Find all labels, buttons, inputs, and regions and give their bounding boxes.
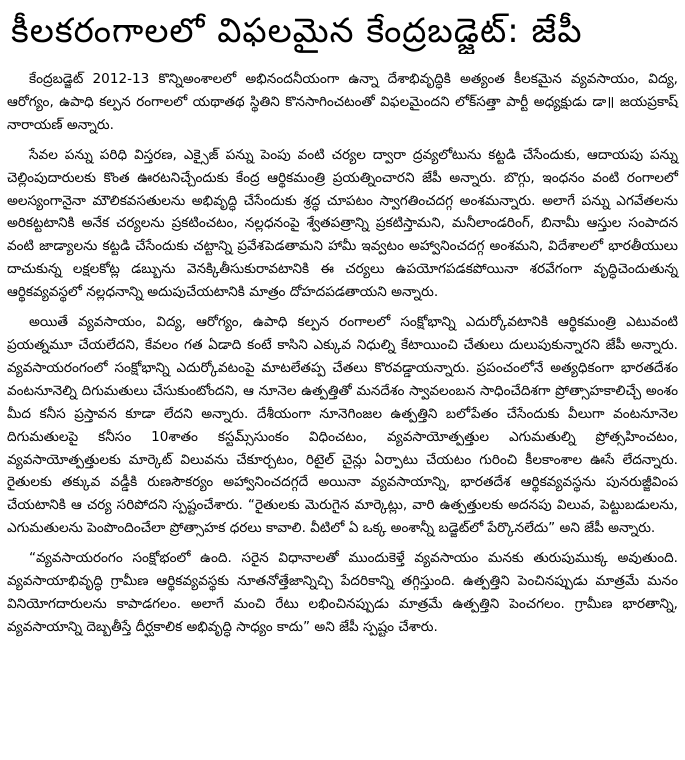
article-paragraph-4: “వ్యవసాయరంగం సంక్షోభంలో ఉంది. సరైన విధానాలతో ముందుకెళ్తే వ్యవసాయం మనకు తురుపుముక్క అవుతుంది. వ్యవసాయాభివృద్ధి గ్రామీణ ఆర్థికవ్యవస్థకు నూతనోత్తేజాన్నిచ్చి పేదరికాన్ని తగ్గిస్తుంది. ఉత్పత్తిని పెంచినప్పుడు మాత్రమే మనం వినియోగదారులను కాపాడగలం. అలాగే మంచి రేటు లభించినప్పుడు మాత్రమే ఉత్పత్తిని పెంచగలం. గ్రామీణ భారతాన్ని, వ్యవసాయాన్ని దెబ్బతీస్తే దీర్ఘకాలిక అభివృద్ధి సాధ్యం కాదు” అని జేపీ స్పష్టం చేశారు. <box>7 550 678 635</box>
article-paragraph-1: కేంద్రబడ్జెట్‌ 2012-13 కొన్నిఅంశాలలో అభినందనీయంగా ఉన్నా దేశాభివృద్ధికి అత్యంత కీలకమైన వ్యవసాయం, విద్య, ఆరోగ్యం, ఉపాధి కల్పన రంగాలలో యథాతథ స్థితిని కొనసాగించటంతో విఫలమైందని లోక్‌సత్తా పార్టీ అధ్యక్షుడు డా॥ జయప్రకాష్‌ నారాయణ్‌ అన్నారు. <box>7 71 678 133</box>
article-paragraph-2: సేవల పన్ను పరిధి విస్తరణ, ఎక్సైజ్‌ పన్ను పెంపు వంటి చర్యల ద్వారా ద్రవ్యలోటును కట్టడి చేసేందుకు, ఆదాయపు పన్ను చెల్లింపుదారులకు కొంత ఊరటనిచ్చేందుకు కేంద్ర ఆర్థికమంత్రి ప్రయత్నించారని జేపీ అన్నారు. బొగ్గు, ఇంధనం వంటి రంగాలలో అలస్యంగానైనా మౌలికవసతులను అభివృద్ధి చేసేందుకు శ్రద్ధ చూపటం స్వాగతించదగ్గ అంశమన్నారు. అలాగే పన్ను ఎగవేతలను అరికట్టటానికి అనేక చర్యలను ప్రకటించటం, నల్లధనంపై శ్వేతపత్రాన్ని ప్రకటిస్తామని, మనీలాండరింగ్‌, బినామీ ఆస్తుల సంపాదన వంటి జాడ్యాలను కట్టడి చేసేందుకు చట్టాన్ని ప్రవేశపెడతామని హామీ ఇవ్వటం అహ్వానించదగ్గ అంశమని, విదేశాలలో భారతీయులు దాచుకున్న లక్షలకోట్ల డబ్బును వెనక్కితీసుకురావటానికి ఈ చర్యలు ఉపయోగపడకపోయినా శరవేగంగా వృద్ధిచెందుతున్న ఆర్థికవ్యవస్థలో నల్లధనాన్ని అదుపుచేయటానికి మాత్రం దోహదపడతాయని అన్నారు. <box>7 146 678 301</box>
article-body <box>7 68 678 639</box>
article-headline: కీలకరంగాలలో విఫలమైన కేంద్రబడ్జెట్‌: జేపీ <box>11 11 583 51</box>
news-clipping <box>0 8 685 760</box>
article-paragraph-3: అయితే వ్యవసాయం, విద్య, ఆరోగ్యం, ఉపాధి కల్పన రంగాలలో సంక్షోభాన్ని ఎదుర్కోవటానికి ఆర్థికమంత్రి ఎటువంటి ప్రయత్నమూ చేయలేదని, కేవలం గత ఏడాది కంటే కాసిని ఎక్కువ నిధుల్ని కేటాయించి చేతులు దులుపుకున్నారని జేపీ అన్నారు. వ్యవసాయరంగంలో సంక్షోభాన్ని ఎదుర్కోవటంపై మాటలేతప్ప చేతలు కొరవడ్డాయన్నారు. ప్రపంచంలోనే అత్యధికంగా భారతదేశం వంటనూనెల్ని దిగుమతులు చేసుకుంటోందని, ఆ నూనెల ఉత్పత్తితో మనదేశం స్వావలంబన సాధించేదిశగా ప్రోత్సాహకాలిచ్చే అంశం మీద కనీస ప్రస్తావన కూడా లేదని అన్నారు. దేశీయంగా నూనెగింజల ఉత్పత్తిని బలోపేతం చేసేందుకు వీలుగా వంటనూనెల దిగుమతులపై కనీసం 10శాతం కస్టమ్స్‌సుంకం విధించటం, వ్యవసాయోత్పత్తుల ఎగుమతుల్ని ప్రోత్సహించటం, వ్యవసాయోత్పత్తులకు మార్కెట్‌ విలువను చేకూర్చటం, రిటైల్‌ చైన్లు ఏర్పాటు చేయటం గురించి కీలకాంశాల ఊసే లేదన్నారు. రైతులకు తక్కువ వడ్డీకి రుణసౌకర్యం అహ్వానించదగ్గదే అయినా వ్యవసాయాన్ని, భారతదేశ ఆర్థికవ్యవస్థను పునరుజ్జీవింప చేయటానికి ఆ చర్య సరిపోదని స్పష్టంచేశారు. “రైతులకు మెరుగైన మార్కెట్లు, వారి ఉత్పత్తులకు అదనపు విలువ, పెట్టుబడులను, ఎగుమతులను పెంపొందించేలా ప్రోత్సాహక ధరలు కావాలి. వీటిలో ఏ ఒక్క అంశాన్నీ బడ్జెట్‌లో పేర్కొనలేదు” అని జేపీ అన్నారు. <box>7 314 678 537</box>
